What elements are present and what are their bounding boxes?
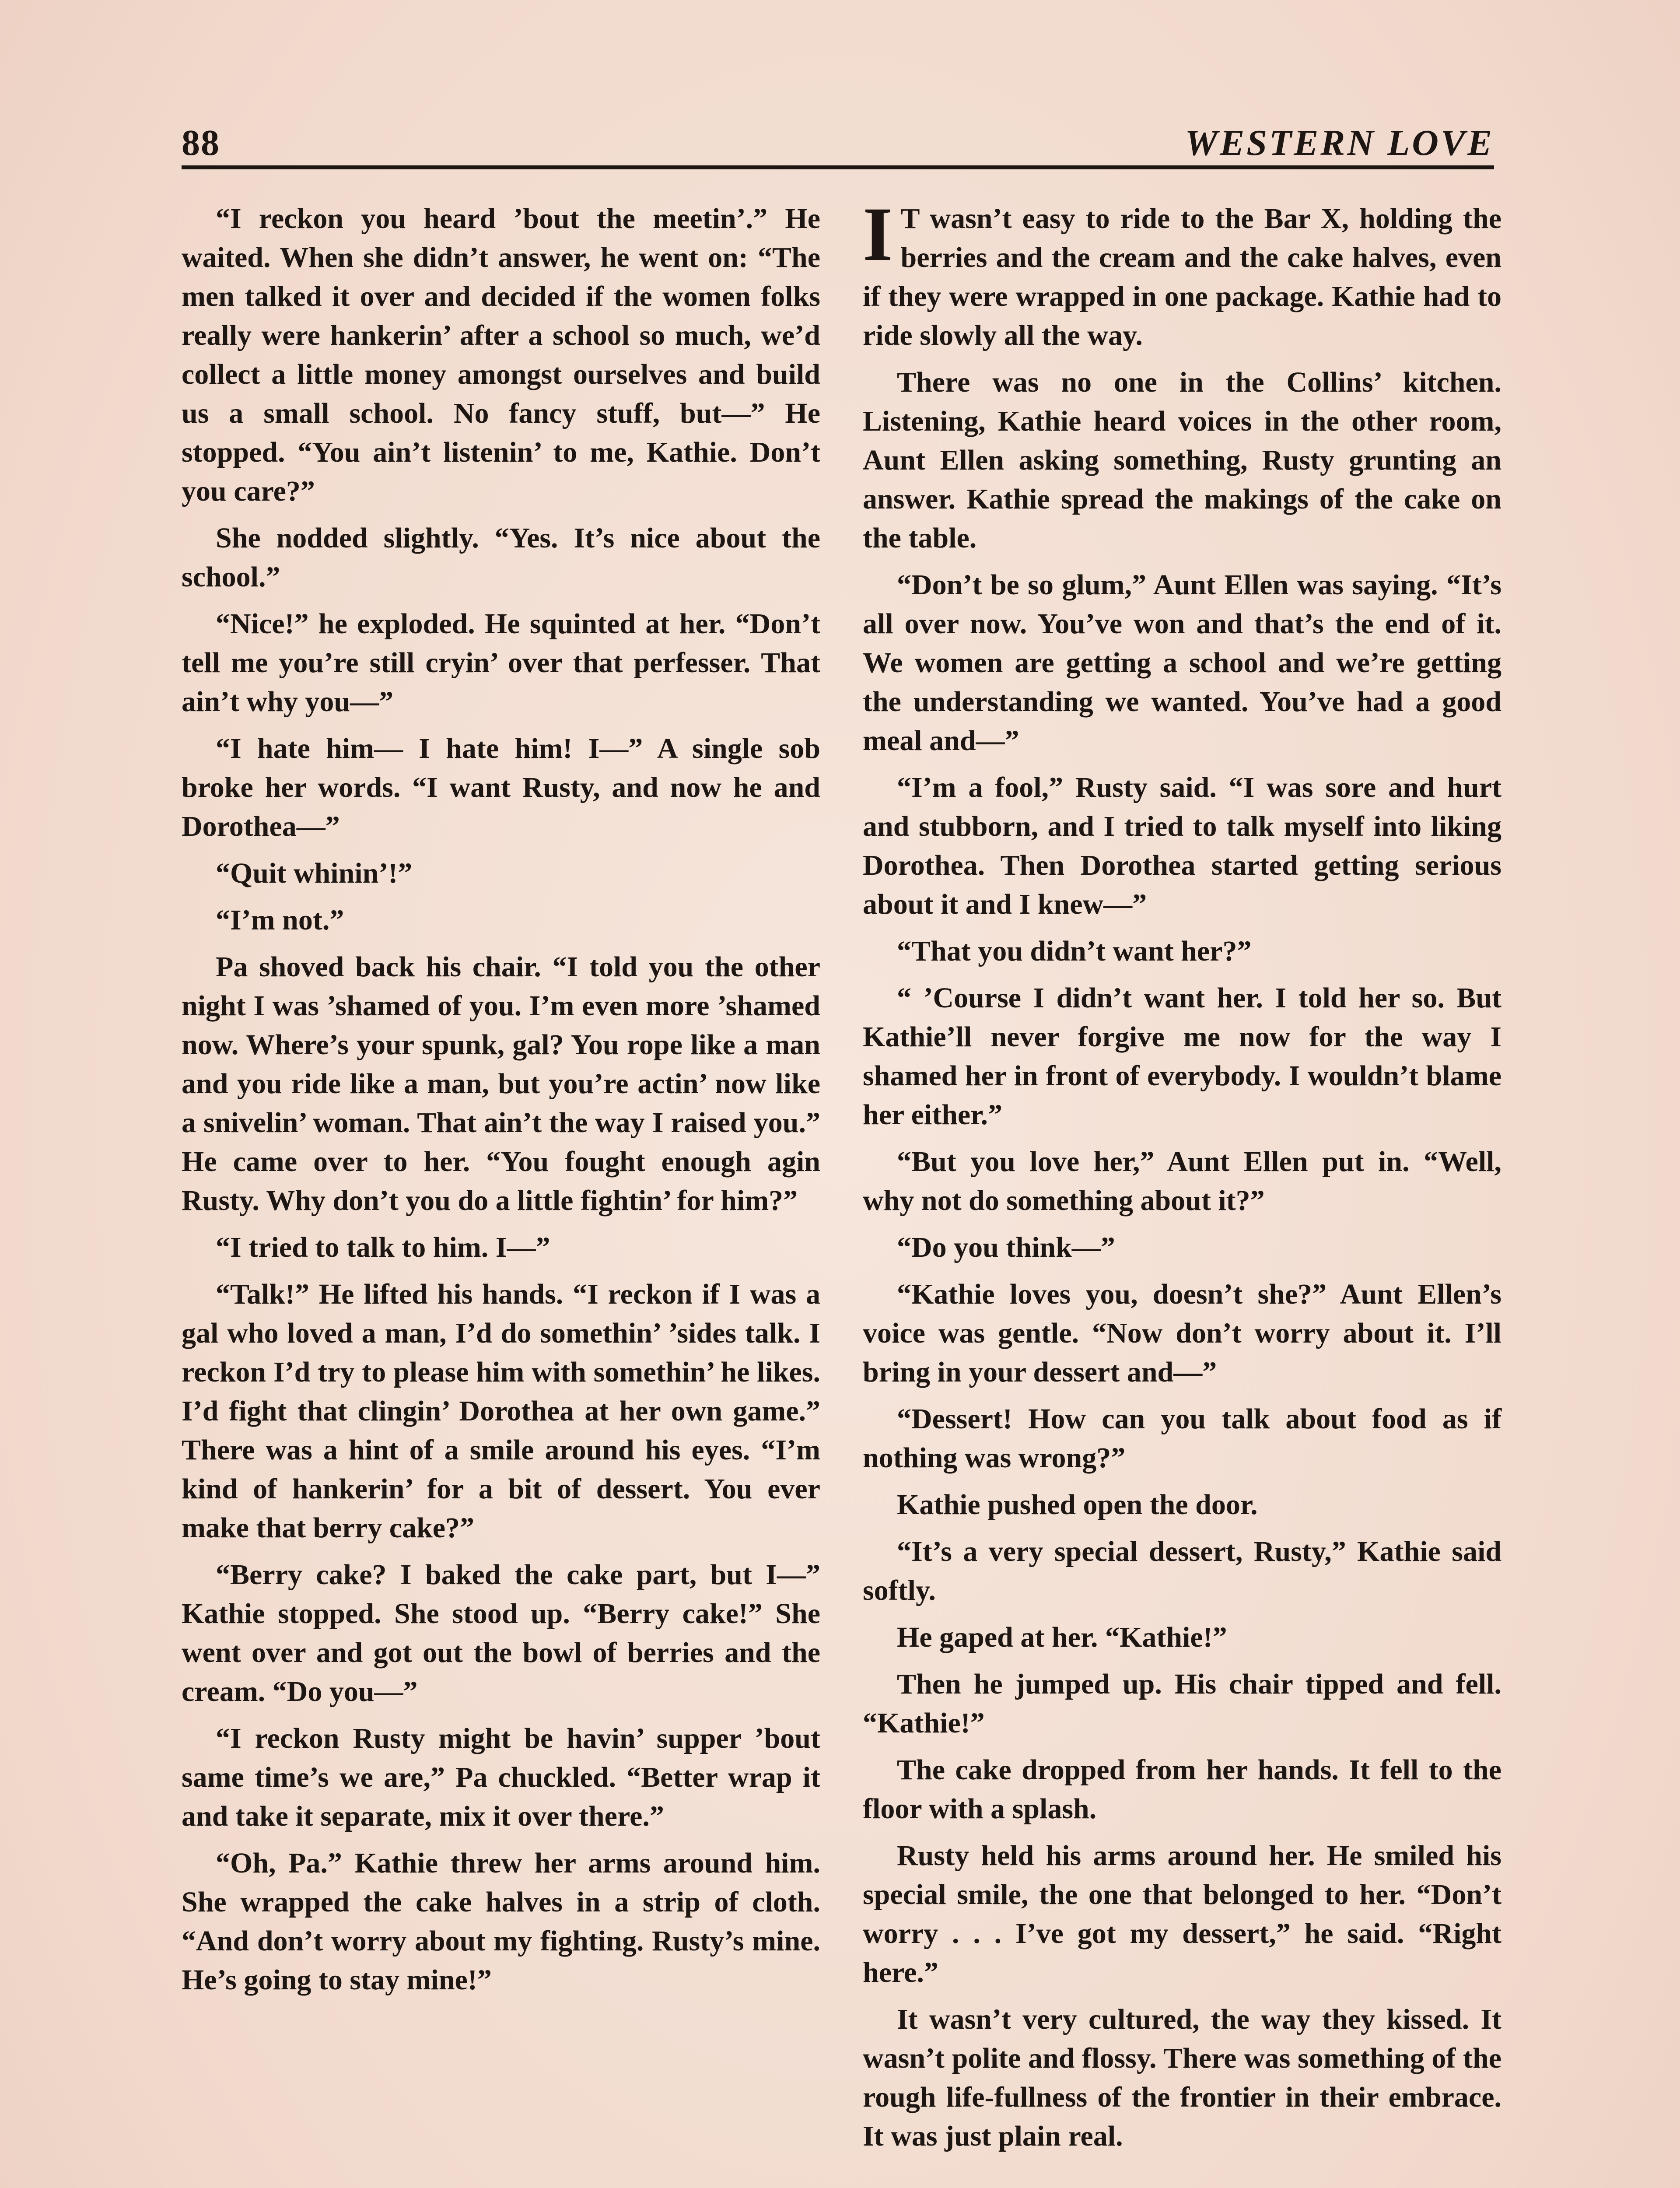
paragraph: “Nice!” he exploded. He squinted at her. “Don’t tell me you’re still cryin’ over that perfesser. That ain’t why you—” xyxy=(182,608,820,718)
paragraph: “Kathie loves you, doesn’t she?” Aunt Ellen’s voice was gentle. “Now don’t worry about it. I’ll bring in your dessert and—” xyxy=(863,1278,1502,1388)
paragraph: Rusty held his arms around her. He smiled his special smile, the one that belonged to her. “Don’t worry . . . I’ve got my dessert,” he said. “Right here.” xyxy=(863,1840,1502,1988)
right-column xyxy=(863,192,1502,2163)
paragraph: “I reckon you heard ’bout the meetin’.” He waited. When she didn’t answer, he went on: “The men talked it over and decided if the women folks really were hankerin’ after a school so much, we’d collect a little money amongst ourselves and build us a small school. No fancy stuff, but—” He stopped. “You ain’t listenin’ to me, Kathie. Don’t you care?” xyxy=(182,203,820,507)
running-head: WESTERN LOVE xyxy=(1185,123,1494,163)
paragraph: “I’m a fool,” Rusty said. “I was sore and hurt and stubborn, and I tried to talk myself into liking Dorothea. Then Dorothea started getting serious about it and I knew—” xyxy=(863,771,1502,920)
paragraph: “I’m not.” xyxy=(216,904,344,936)
paragraph: “It’s a very special dessert, Rusty,” Kathie said softly. xyxy=(863,1536,1502,1606)
paragraph: “Don’t be so glum,” Aunt Ellen was saying. “It’s all over now. You’ve won and that’s the end of it. We women are getting a school and we’re getting the understanding we wanted. You’ve had a good meal and—” xyxy=(863,569,1502,757)
page-number: 88 xyxy=(182,123,220,163)
paragraph: There was no one in the Collins’ kitchen. Listening, Kathie heard voices in the other room, Aunt Ellen asking something, Rusty grunting an answer. Kathie spread the makings of the cake on the table. xyxy=(863,366,1502,554)
paragraph: “That you didn’t want her?” xyxy=(897,935,1252,967)
header-rule xyxy=(182,165,1494,169)
opening-text: T wasn’t easy to ride to the Bar X, holding the berries and the cream and the cake halves, even if they were wrapped in one package. Kathie had to ride slowly all the way. xyxy=(863,203,1502,351)
paragraph: “Do you think—” xyxy=(897,1231,1115,1263)
paragraph: Then he jumped up. His chair tipped and fell. “Kathie!” xyxy=(863,1668,1502,1739)
paragraph: It wasn’t very cultured, the way they kissed. It wasn’t polite and flossy. There was something of the rough life-fullness of the frontier in their embrace. It was just plain real. xyxy=(863,2003,1502,2152)
paragraph: “Berry cake? I baked the cake part, but I—” Kathie stopped. She stood up. “Berry cake!” She went over and got out the bowl of berries and the cream. “Do you—” xyxy=(182,1559,820,1708)
paragraph: “I tried to talk to him. I—” xyxy=(216,1231,550,1263)
paragraph: “Quit whinin’!” xyxy=(216,857,413,889)
paragraph: “Dessert! How can you talk about food as if nothing was wrong?” xyxy=(863,1403,1502,1474)
paragraph: The cake dropped from her hands. It fell to the floor with a splash. xyxy=(863,1754,1502,1825)
drop-cap: I xyxy=(863,192,893,277)
paragraph: Pa shoved back his chair. “I told you the other night I was ’shamed of you. I’m even more ’shamed now. Where’s your spunk, gal? You rope like a man and you ride like a man, but you’re actin’ now like a snivelin’ woman. That ain’t the way I raised you.” He came over to her. “You fought enough agin Rusty. Why don’t you do a little fightin’ for him?” xyxy=(182,951,820,1217)
paragraph: “ ’Course I didn’t want her. I told her so. But Kathie’ll never forgive me now for the way I shamed her in front of everybody. I wouldn’t blame her either.” xyxy=(863,982,1502,1131)
paragraph: “Talk!” He lifted his hands. “I reckon if I was a gal who loved a man, I’d do somethin’ ’sides talk. I reckon I’d try to please him with somethin’ he likes. I’d fight that clingin’ Dorothea at her own game.” There was a hint of a smile around his eyes. “I’m kind of hankerin’ for a bit of dessert. You ever make that berry cake?” xyxy=(182,1278,820,1544)
paragraph: Kathie pushed open the door. xyxy=(897,1489,1258,1521)
page-header xyxy=(182,117,1494,165)
paragraph: “Oh, Pa.” Kathie threw her arms around him. She wrapped the cake halves in a strip of cloth. “And don’t worry about my fighting. Rusty’s mine. He’s going to stay mine!” xyxy=(182,1847,820,1996)
paragraph: “But you love her,” Aunt Ellen put in. “Well, why not do something about it?” xyxy=(863,1146,1502,1217)
paragraph: He gaped at her. “Kathie!” xyxy=(897,1621,1227,1653)
section-opening-paragraph xyxy=(863,192,1502,355)
paragraph: “I reckon Rusty might be havin’ supper ’bout same time’s we are,” Pa chuckled. “Better wrap it and take it separate, mix it over there.” xyxy=(182,1722,820,1832)
paragraph: She nodded slightly. “Yes. It’s nice about the school.” xyxy=(182,522,820,593)
paragraph: “I hate him— I hate him! I—” A single sob broke her words. “I want Rusty, and now he and Dorothea—” xyxy=(182,733,820,842)
left-column xyxy=(182,199,820,2007)
